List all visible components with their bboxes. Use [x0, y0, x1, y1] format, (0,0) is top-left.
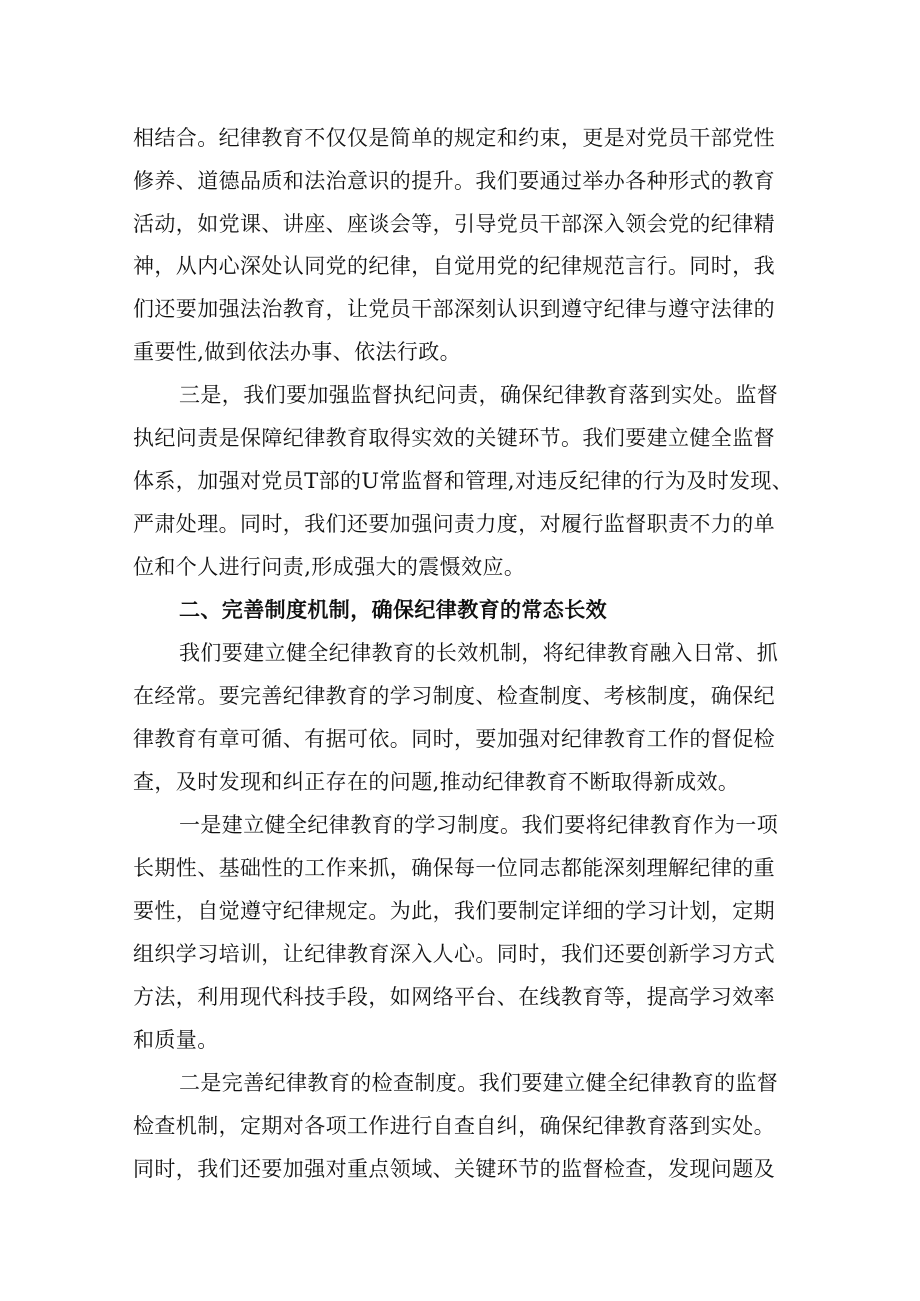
paragraph-line: 长期性、基础性的工作来抓，确保每一位同志都能深刻理解纪律的重 — [133, 856, 775, 880]
paragraph-line: 活动，如党课、讲座、座谈会等，引导党员干部深入领会党的纪律精 — [133, 212, 775, 236]
paragraph-line: 修养、道德品质和法治意识的提升。我们要通过举办各种形式的教育 — [133, 169, 775, 193]
paragraph-line: 重要性,做到依法办事、依法行政。 — [133, 340, 462, 364]
paragraph-line: 体系，加强对党员T部的U常监督和管理,对违反纪律的行为及时发现、 — [133, 469, 794, 493]
paragraph-line: 要性，自觉遵守纪律规定。为此，我们要制定详细的学习计划，定期 — [133, 899, 775, 923]
paragraph-line: 律教育有章可循、有据可依。同时，要加强对纪律教育工作的督促检 — [133, 727, 775, 751]
section-heading: 二、完善制度机制，确保纪律教育的常态长效 — [179, 598, 607, 622]
paragraph-line: 二是完善纪律教育的检查制度。我们要建立健全纪律教育的监督 — [179, 1071, 779, 1095]
paragraph-line: 三是，我们要加强监督执纪问责，确保纪律教育落到实处。监督 — [179, 383, 779, 407]
paragraph-line: 神，从内心深处认同党的纪律，自觉用党的纪律规范言行。同时，我 — [133, 254, 775, 278]
paragraph-line: 相结合。纪律教育不仅仅是简单的规定和约束，更是对党员干部党性 — [133, 126, 775, 150]
paragraph-line: 检查机制，定期对各项工作进行自查自纠，确保纪律教育落到实处。 — [133, 1114, 775, 1138]
paragraph-line: 我们要建立健全纪律教育的长效机制，将纪律教育融入日常、抓 — [179, 641, 779, 665]
paragraph-line: 位和个人进行问责,形成强大的震慑效应。 — [133, 555, 526, 579]
paragraph-line: 执纪问责是保障纪律教育取得实效的关键环节。我们要建立健全监督 — [133, 426, 775, 450]
paragraph-line: 方法，利用现代科技手段，如网络平台、在线教育等，提高学习效率 — [133, 985, 775, 1009]
paragraph-line: 查，及时发现和纠正存在的问题,推动纪律教育不断取得新成效。 — [133, 770, 740, 794]
paragraph-line: 和质量。 — [133, 1028, 219, 1052]
paragraph-line: 在经常。要完善纪律教育的学习制度、检查制度、考核制度，确保纪 — [133, 684, 775, 708]
paragraph-line: 一是建立健全纪律教育的学习制度。我们要将纪律教育作为一项 — [179, 813, 779, 837]
paragraph-line: 同时，我们还要加强对重点领域、关键环节的监督检查，发现问题及 — [133, 1157, 775, 1181]
paragraph-line: 组织学习培训，让纪律教育深入人心。同时，我们还要创新学习方式 — [133, 942, 775, 966]
paragraph-line: 们还要加强法治教育，让党员干部深刻认识到遵守纪律与遵守法律的 — [133, 297, 775, 321]
paragraph-line: 严肃处理。同时，我们还要加强问责力度，对履行监督职责不力的单 — [133, 512, 775, 536]
